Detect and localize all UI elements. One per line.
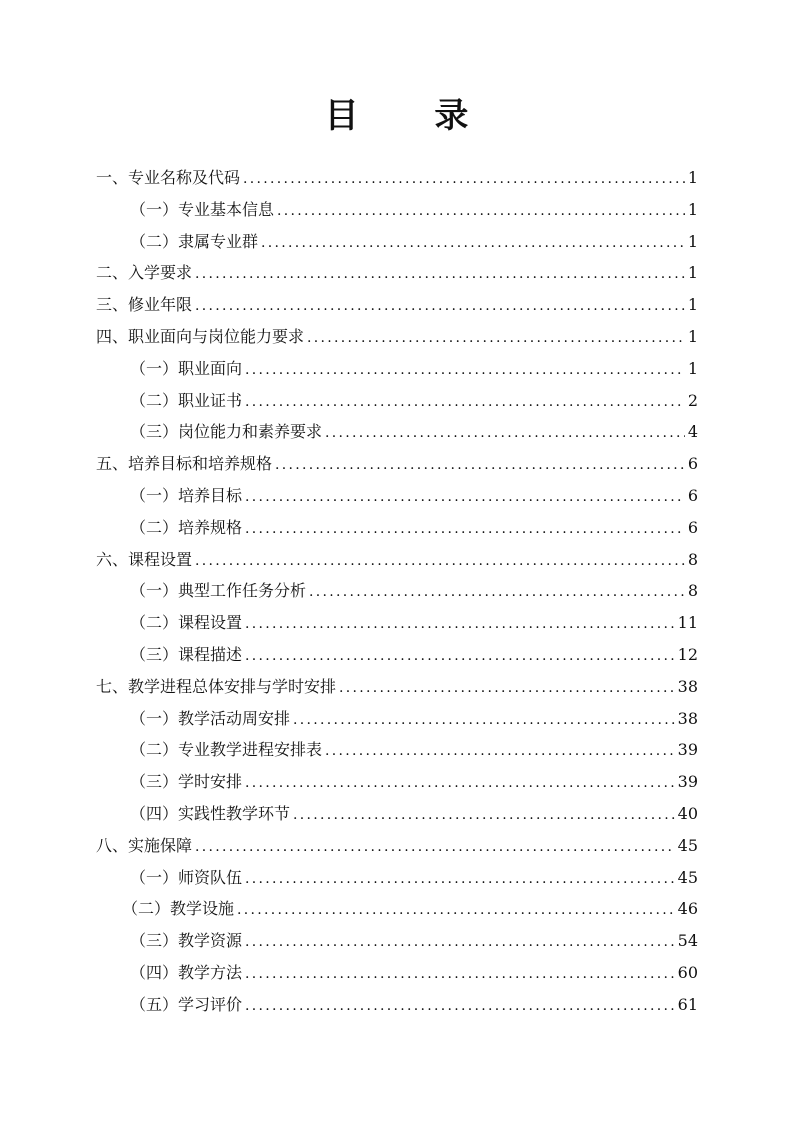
dot-leader [245, 515, 685, 543]
dot-leader [261, 229, 685, 257]
toc-page-number: 11 [677, 613, 698, 633]
toc-page-number: 1 [687, 326, 698, 346]
toc-subentry[interactable] [96, 355, 698, 387]
toc-entry[interactable] [96, 450, 698, 482]
toc-page-number: 1 [687, 263, 698, 283]
toc-page-number: 1 [687, 199, 698, 219]
toc-entry-label: （三）学时安排 [130, 772, 243, 792]
toc-entry[interactable] [96, 323, 698, 355]
toc-entry-label: （一）专业基本信息 [130, 199, 275, 219]
toc-page-number: 4 [687, 422, 698, 442]
dot-leader [243, 165, 685, 193]
toc-page-number: 8 [687, 549, 698, 569]
dot-leader [245, 992, 675, 1020]
toc-page-number: 54 [677, 931, 698, 951]
toc-entry-label: 一、专业名称及代码 [96, 168, 241, 187]
toc-subentry[interactable] [96, 705, 698, 737]
dot-leader [195, 260, 685, 288]
toc-entry-label: 七、教学进程总体安排与学时安排 [96, 676, 337, 696]
toc-subentry[interactable] [96, 482, 698, 514]
toc-entry-label: （五）学习评价 [130, 994, 243, 1014]
toc-page-number: 39 [677, 772, 698, 792]
dot-leader [237, 896, 675, 924]
dot-leader [307, 324, 685, 352]
toc-subentry[interactable] [96, 736, 698, 768]
toc-entry[interactable] [96, 832, 698, 864]
dot-leader [245, 610, 675, 638]
toc-subentry[interactable] [96, 991, 698, 1023]
toc-page-number: 6 [687, 485, 698, 505]
table-of-contents [96, 164, 698, 1023]
toc-page-number: 1 [687, 168, 698, 187]
toc-entry-label: （二）隶属专业群 [130, 231, 259, 251]
toc-subentry[interactable] [96, 418, 698, 450]
toc-subentry[interactable] [96, 196, 698, 228]
toc-page-number: 12 [677, 644, 698, 664]
toc-page-number: 6 [687, 454, 698, 474]
page-title: 目 录 [324, 96, 501, 136]
toc-entry-label: （一）培养目标 [130, 485, 243, 505]
toc-entry-label: （二）专业教学进程安排表 [130, 740, 323, 760]
toc-page-number: 46 [677, 899, 698, 919]
dot-leader [293, 706, 675, 734]
toc-entry-label: （二）教学设施 [122, 899, 235, 919]
toc-entry-label: 八、实施保障 [96, 835, 193, 855]
dot-leader [245, 865, 675, 893]
toc-page-number: 39 [677, 740, 698, 760]
toc-subentry[interactable] [96, 895, 698, 927]
toc-subentry[interactable] [96, 228, 698, 260]
toc-subentry[interactable] [96, 641, 698, 673]
toc-entry-label: 六、课程设置 [96, 549, 193, 569]
dot-leader [245, 388, 685, 416]
toc-subentry[interactable] [96, 387, 698, 419]
toc-subentry[interactable] [96, 609, 698, 641]
dot-leader [245, 928, 675, 956]
toc-entry-label: （三）教学资源 [130, 931, 243, 951]
toc-page-number: 60 [677, 962, 698, 982]
toc-entry[interactable] [96, 673, 698, 705]
toc-entry-label: （一）典型工作任务分析 [130, 581, 307, 601]
toc-subentry[interactable] [96, 800, 698, 832]
dot-leader [245, 356, 685, 384]
toc-entry-label: （一）职业面向 [130, 358, 243, 378]
toc-entry-label: （二）职业证书 [130, 390, 243, 410]
dot-leader [325, 737, 675, 765]
toc-entry-label: 二、入学要求 [96, 263, 193, 283]
toc-entry-label: （三）岗位能力和素养要求 [130, 422, 323, 442]
toc-page-number: 8 [687, 581, 698, 601]
toc-page-number: 40 [677, 803, 698, 823]
toc-entry-label: 五、培养目标和培养规格 [96, 454, 273, 474]
dot-leader [339, 674, 675, 702]
dot-leader [245, 769, 675, 797]
dot-leader [293, 801, 675, 829]
toc-entry-label: （二）课程设置 [130, 613, 243, 633]
dot-leader [275, 451, 685, 479]
toc-subentry[interactable] [96, 514, 698, 546]
dot-leader [195, 547, 685, 575]
dot-leader [277, 197, 685, 225]
toc-entry-label: （二）培养规格 [130, 517, 243, 537]
toc-entry[interactable] [96, 259, 698, 291]
dot-leader [325, 419, 685, 447]
toc-entry-label: 四、职业面向与岗位能力要求 [96, 326, 305, 346]
toc-entry-label: （一）教学活动周安排 [130, 708, 291, 728]
toc-page-number: 1 [687, 231, 698, 251]
toc-entry-label: （四）实践性教学环节 [130, 803, 291, 823]
toc-subentry[interactable] [96, 959, 698, 991]
dot-leader [245, 483, 685, 511]
dot-leader [245, 642, 675, 670]
toc-subentry[interactable] [96, 577, 698, 609]
dot-leader [245, 960, 675, 988]
toc-entry-label: （三）课程描述 [130, 644, 243, 664]
toc-page-number: 45 [677, 867, 698, 887]
dot-leader [195, 292, 685, 320]
toc-page-number: 61 [677, 994, 698, 1014]
toc-page-number: 38 [677, 676, 698, 696]
toc-subentry[interactable] [96, 927, 698, 959]
toc-subentry[interactable] [96, 864, 698, 896]
toc-subentry[interactable] [96, 768, 698, 800]
toc-page-number: 6 [687, 517, 698, 537]
toc-entry-label: （四）教学方法 [130, 962, 243, 982]
toc-entry-label: （一）师资队伍 [130, 867, 243, 887]
toc-page-number: 38 [677, 708, 698, 728]
toc-page-number: 1 [687, 358, 698, 378]
toc-entry[interactable] [96, 546, 698, 578]
toc-page-number: 2 [687, 390, 698, 410]
toc-entry-label: 三、修业年限 [96, 295, 193, 315]
toc-page-number: 45 [677, 835, 698, 855]
dot-leader [195, 833, 675, 861]
toc-entry[interactable] [96, 164, 698, 196]
dot-leader [309, 578, 685, 606]
toc-entry[interactable] [96, 291, 698, 323]
toc-page-number: 1 [687, 295, 698, 315]
